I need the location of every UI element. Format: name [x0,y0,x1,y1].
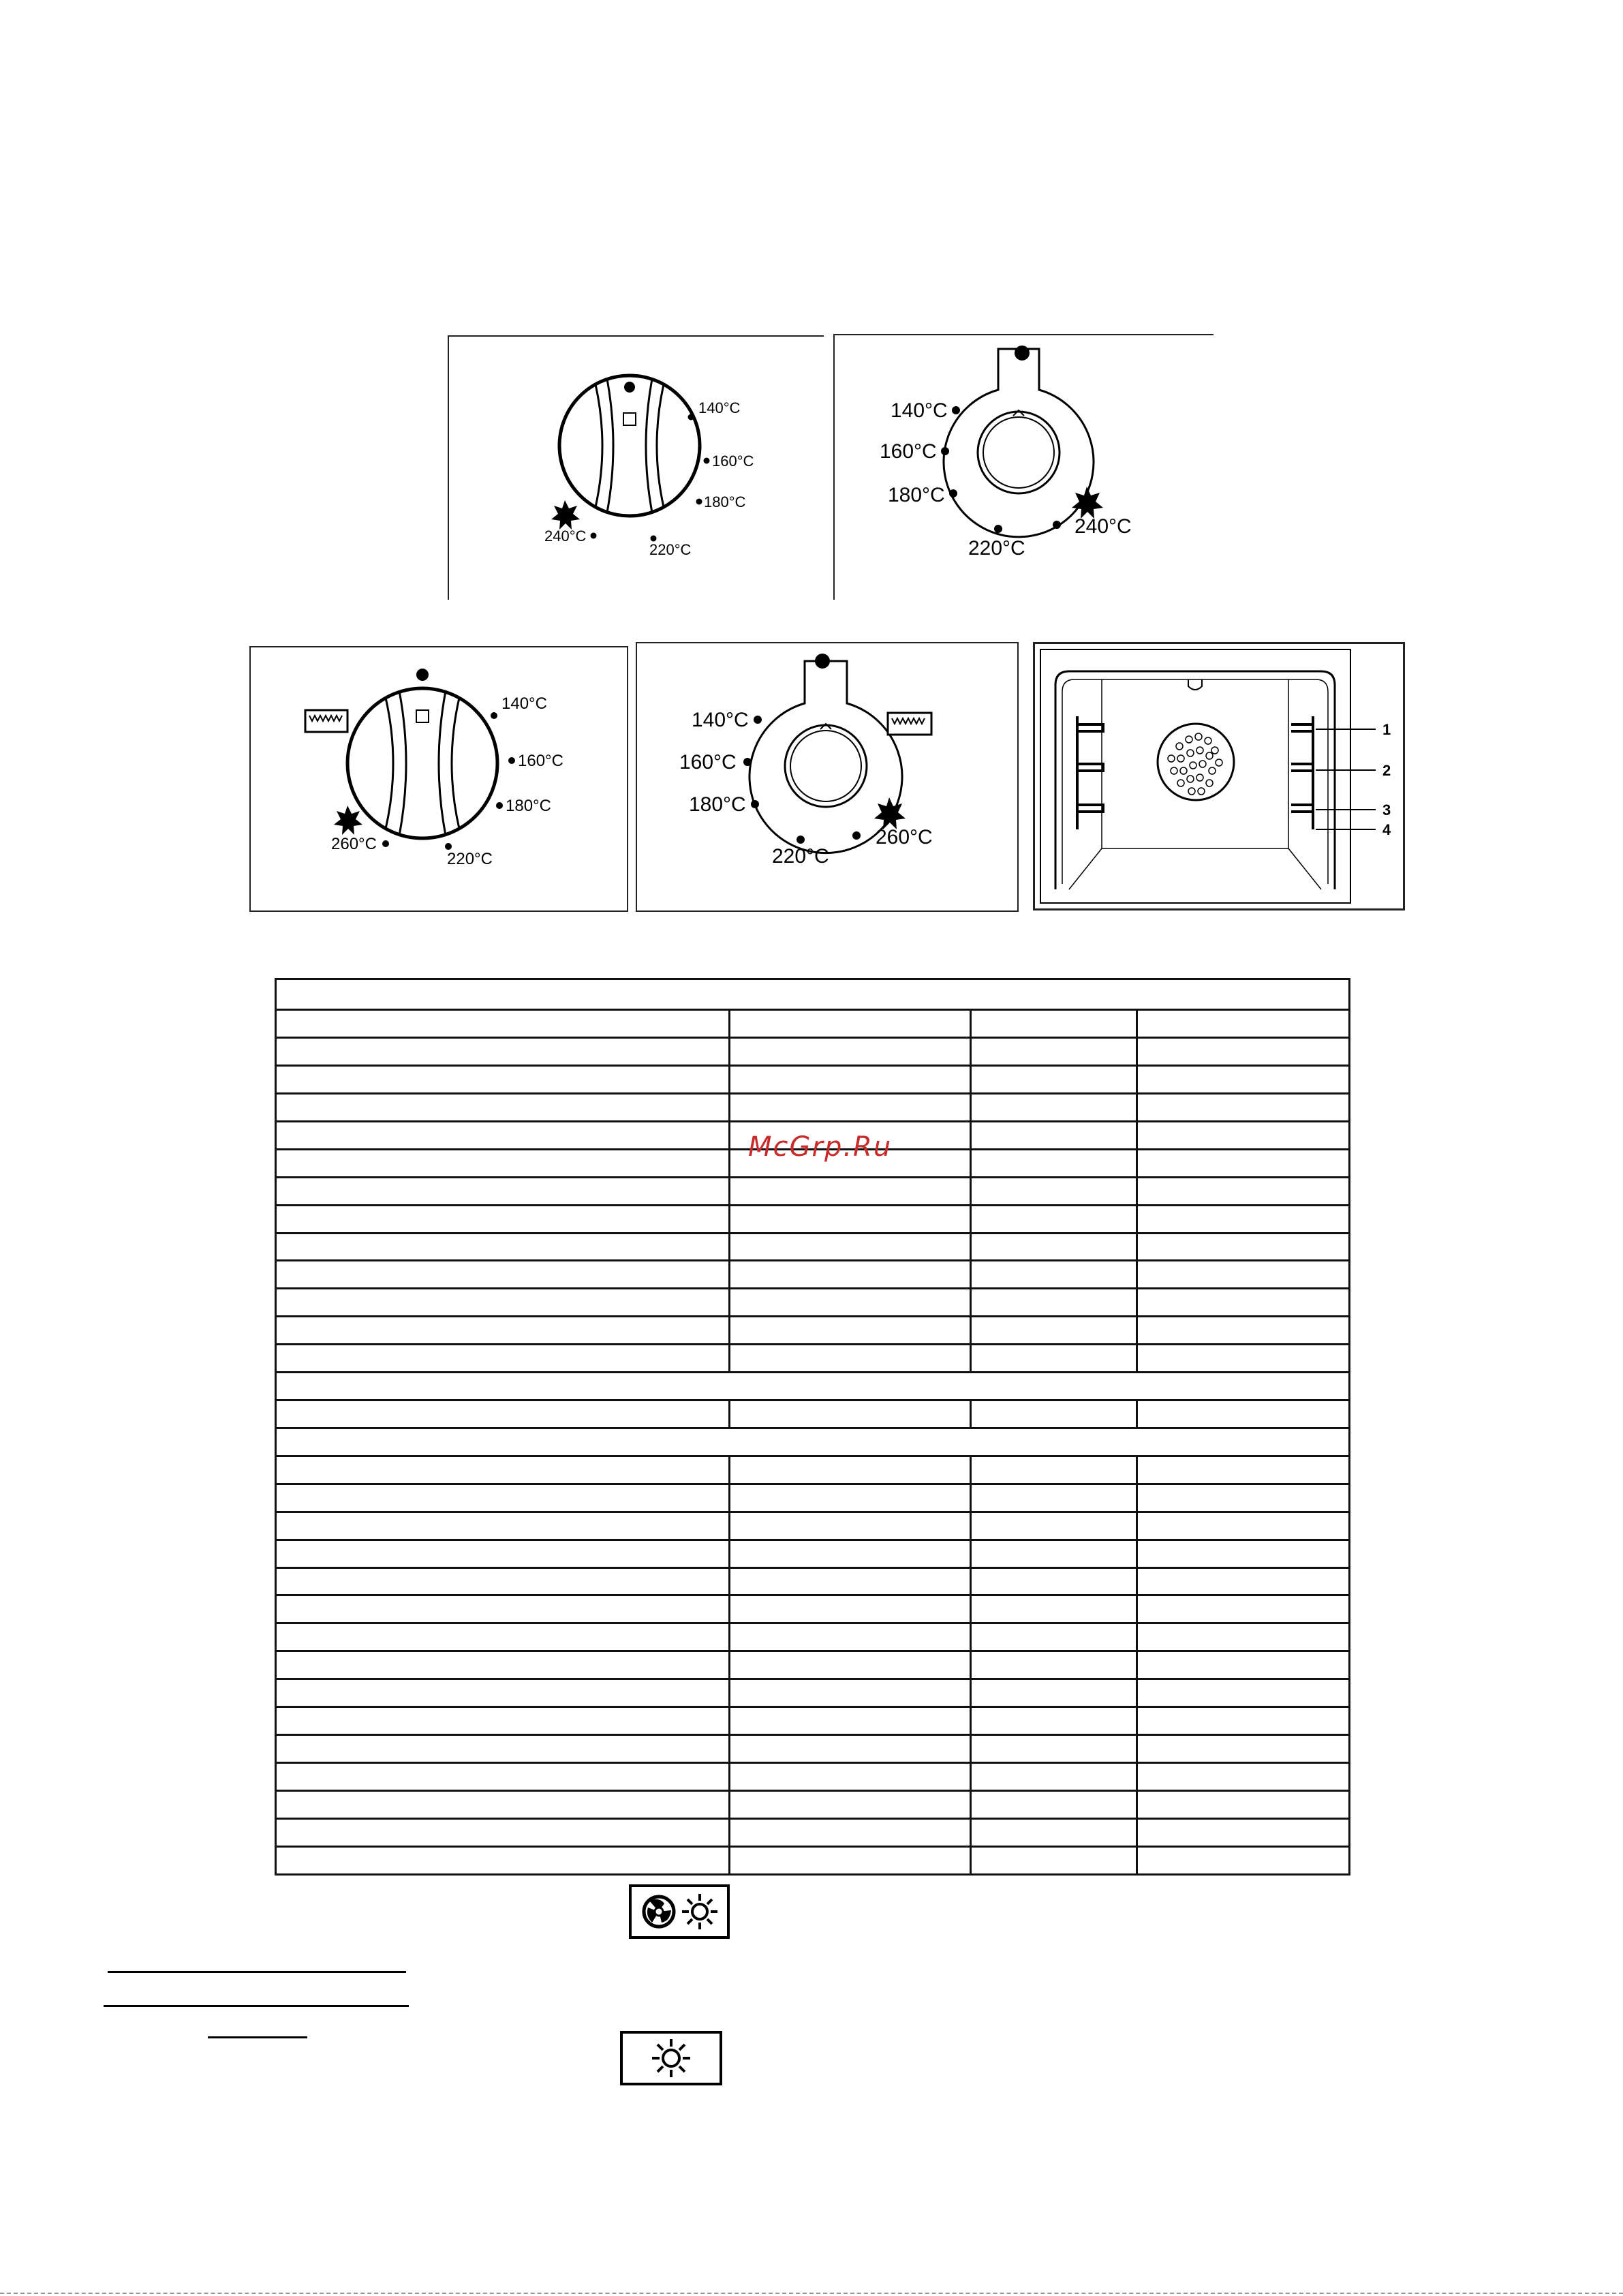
dial-a-mark-160: 160°C [712,453,754,470]
dial-b-mark-140: 140°C [891,399,948,422]
dial-c-mark-140: 140°C [501,694,547,713]
table-row [276,1651,1350,1679]
dial-d-mark-180: 180°C [689,793,746,816]
dial-c-mark-260: 260°C [331,835,377,853]
table-row [276,1400,1350,1428]
dial-d-off-dot [815,654,830,669]
dial-a-mark-140: 140°C [698,399,741,416]
table-row [276,1317,1350,1345]
table-section-row [276,1428,1350,1456]
dial-a-svg [449,337,824,600]
oven-left-rails [1077,716,1103,829]
shelf-level-3: 3 [1382,801,1391,818]
dial-a-off-dot [624,382,635,393]
dial-b-mark-220: 220°C [968,537,1025,560]
table-row [276,1289,1350,1317]
table-row [276,1818,1350,1846]
dial-b-off-dot [1015,346,1030,361]
lamp-icon [620,2031,722,2085]
dial-d-mark-140: 140°C [692,709,749,731]
oven-right-rails [1291,716,1313,829]
table-row [276,1540,1350,1567]
table-row [276,1623,1350,1651]
table-row [276,1707,1350,1735]
dial-figure-d [636,642,1019,912]
table-row [276,1567,1350,1595]
dial-a-mark-240: 240°C [544,527,587,545]
dial-a-mark-220: 220°C [649,541,692,558]
table-header-row [276,979,1350,1010]
dial-d-mark-260: 260°C [876,826,933,848]
table-row [276,1038,1350,1066]
table-row [276,1345,1350,1373]
table-row [276,1763,1350,1791]
table-row [276,1205,1350,1233]
section-rule-2 [104,2005,409,2007]
dial-a-mark-180: 180°C [704,493,746,510]
shelf-level-1: 1 [1382,721,1391,738]
dial-b-svg [835,335,1214,600]
dial-figure-b [833,334,1214,600]
table-row [276,1679,1350,1707]
oven-lamp [1188,679,1202,690]
dial-c-mark-180: 180°C [506,797,551,815]
dial-b-mark-240: 240°C [1075,515,1132,538]
dial-c-svg [251,647,627,910]
table-row [276,1790,1350,1818]
dial-b-mark-180: 180°C [888,484,945,506]
table-row [276,1093,1350,1121]
shelf-level-4: 4 [1382,821,1391,838]
dial-b-mark-160: 160°C [880,440,937,463]
table-section-row [276,1373,1350,1400]
page-bottom-edge [0,2293,1623,2294]
dial-figure-c [249,646,628,912]
table-row [276,1735,1350,1763]
dial-c-mark-220: 220°C [447,850,493,868]
oven-cavity-svg [1035,644,1403,908]
oven-cavity-figure [1033,642,1405,910]
dial-d-mark-220: 220°C [772,845,829,868]
table-row [276,1595,1350,1623]
table-row [276,1456,1350,1484]
cooking-table [275,978,1350,1876]
table-row [276,1065,1350,1093]
section-rule-3 [208,2036,307,2038]
table-row [276,1233,1350,1261]
table-row [276,1846,1350,1874]
dial-a-grill-icon [551,500,580,530]
shelf-level-2: 2 [1382,762,1391,779]
table-row [276,1512,1350,1540]
dial-c-grill-icon [334,806,362,835]
dial-d-svg [637,643,1017,910]
dial-a-knob [559,376,700,516]
dial-d-mark-160: 160°C [679,751,737,774]
dial-b-knob [978,412,1060,493]
table-row [276,1010,1350,1038]
dial-c-mark-160: 160°C [518,752,563,770]
table-row [276,1177,1350,1205]
table-row [276,1484,1350,1512]
dial-figure-a [448,335,824,600]
fan-and-lamp-icon [629,1884,730,1939]
dial-d-knob [785,725,867,807]
table-row [276,1261,1350,1289]
watermark: McGrp.Ru [748,1131,893,1163]
dial-c-off-dot [416,669,429,681]
section-rule-1 [108,1971,406,1973]
